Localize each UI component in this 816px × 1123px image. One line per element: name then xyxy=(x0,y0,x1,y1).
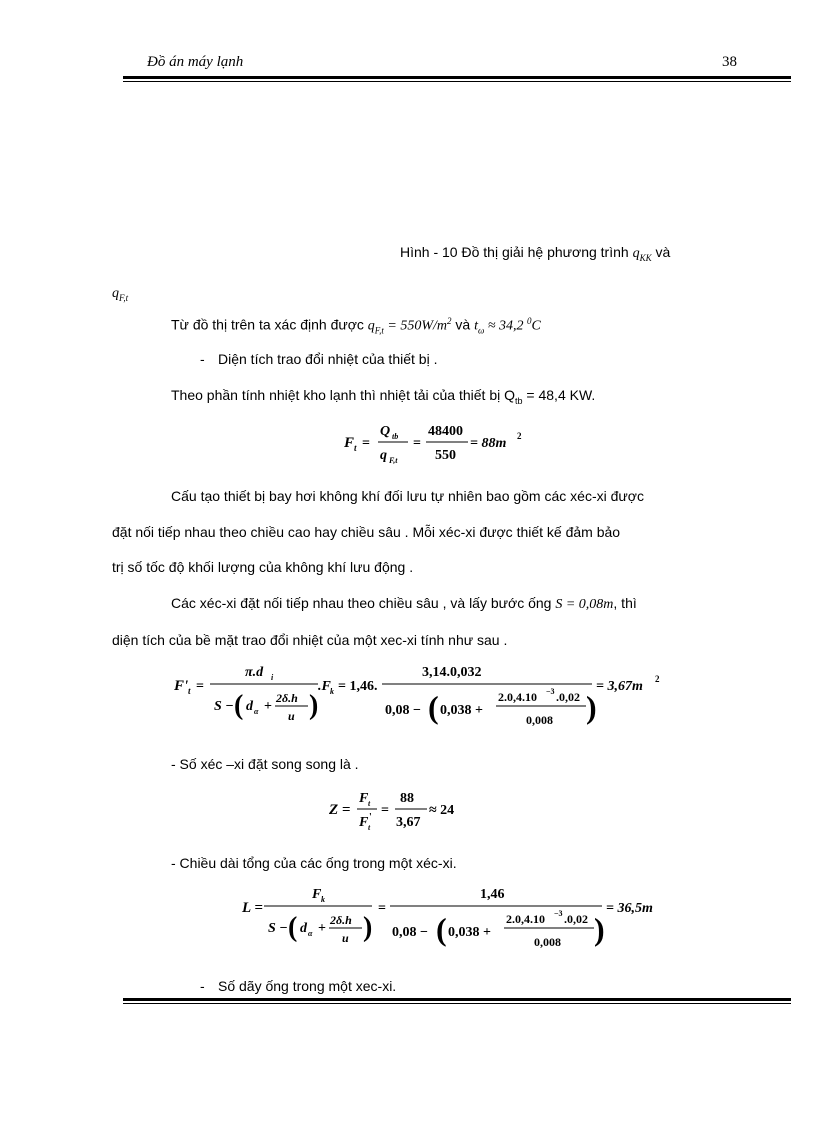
svg-text:i: i xyxy=(271,673,274,682)
svg-text:α: α xyxy=(254,707,259,716)
svg-text:.F: .F xyxy=(318,679,331,694)
svg-text:k: k xyxy=(330,687,334,696)
svg-text:0,08 −: 0,08 − xyxy=(385,703,421,718)
evaporator-paragraph-line1: Cấu tạo thiết bị bay hơi không khí đối lưu tự nhiên bao gồm các xéc-xi được xyxy=(171,488,644,504)
pitch-paragraph-line2: diện tích của bề mặt trao đổi nhiệt của một xec-xi tính như sau . xyxy=(112,632,508,648)
header-title: Đồ án máy lạnh xyxy=(147,54,244,70)
footer-rule-thick xyxy=(123,998,791,1001)
pitch-paragraph-line1: Các xéc-xi đặt nối tiếp nhau theo chiều sâu , và lấy bước ống S = 0,08m, thì xyxy=(171,595,637,612)
bullet-area-heading: Diện tích trao đổi nhiệt của thiết bị . xyxy=(218,351,438,367)
bullet-dash: - xyxy=(200,351,205,367)
equation-area-total xyxy=(340,415,540,467)
equation-tube-length xyxy=(240,880,680,962)
eq1-den1: q xyxy=(380,448,387,463)
svg-text:π.d: π.d xyxy=(245,665,264,680)
svg-text:F: F xyxy=(359,791,369,806)
svg-text:d: d xyxy=(300,921,307,936)
svg-text:2: 2 xyxy=(655,674,660,684)
svg-text:=: = xyxy=(362,436,370,451)
eq1-num2: 48400 xyxy=(428,424,463,439)
svg-text:3,67: 3,67 xyxy=(396,815,421,830)
svg-text:F: F xyxy=(359,815,369,830)
eq1-num1-sub: tb xyxy=(392,432,399,441)
header-rule-thin xyxy=(123,81,791,82)
svg-text:=: = xyxy=(378,901,386,916)
footer-rule-thin xyxy=(123,1003,791,1004)
svg-text:= 1,46.: = 1,46. xyxy=(338,679,378,694)
page-number: 38 xyxy=(722,54,737,70)
evaporator-paragraph-line3: trị số tốc độ khối lượng của không khí lưu động . xyxy=(112,559,414,575)
svg-text:F: F xyxy=(312,887,322,902)
svg-text:0,038 +: 0,038 + xyxy=(440,703,483,718)
figure-caption: Hình - 10 Đồ thị giải hệ phương trình $q_{KK}$ và xyxy=(400,244,671,263)
svg-text:t: t xyxy=(368,799,371,808)
svg-text:': ' xyxy=(369,812,372,823)
svg-text:): ) xyxy=(586,689,597,725)
evaporator-paragraph-line2: đặt nối tiếp nhau theo chiều cao hay chiều sâu . Mỗi xéc-xi được thiết kế đảm bảo xyxy=(112,524,621,540)
svg-text:): ) xyxy=(594,911,605,947)
svg-text:2δ.h: 2δ.h xyxy=(330,913,352,927)
svg-text:(: ( xyxy=(234,690,244,721)
svg-text:.0,02: .0,02 xyxy=(564,912,588,926)
svg-text:u: u xyxy=(288,709,295,723)
svg-text:3,14.0,032: 3,14.0,032 xyxy=(422,665,482,680)
svg-text:2.0,4.10: 2.0,4.10 xyxy=(498,690,537,704)
header-rule-thick xyxy=(123,76,791,79)
svg-text:Z =: Z = xyxy=(329,802,351,818)
eq1-lhs: F xyxy=(344,435,355,451)
svg-text:=: = xyxy=(196,679,204,694)
svg-text:−3: −3 xyxy=(554,909,563,918)
svg-text:t: t xyxy=(188,686,191,696)
svg-text:S −: S − xyxy=(214,699,234,714)
svg-text:−3: −3 xyxy=(546,687,555,696)
svg-text:(: ( xyxy=(436,911,447,947)
svg-text:+: + xyxy=(264,699,272,714)
eq1-num1: Q xyxy=(380,424,391,439)
svg-text:.0,02: .0,02 xyxy=(556,690,580,704)
tube-length-heading: - Chiều dài tổng của các ống trong một xéc-xi. xyxy=(171,855,457,871)
svg-text:0,008: 0,008 xyxy=(526,713,553,727)
equation-area-per-section xyxy=(170,654,670,736)
eq1-den2: 550 xyxy=(435,448,456,463)
eq1-lhs-sub: t xyxy=(354,443,357,453)
result-paragraph: Từ đồ thị trên ta xác định được $q_{F,t} = 550W/m^2$ và $t_\omega \approx 34,2$ $^0$C xyxy=(171,316,541,336)
svg-text:88: 88 xyxy=(400,791,414,806)
svg-text:2δ.h: 2δ.h xyxy=(276,691,298,705)
svg-text:0,08 −: 0,08 − xyxy=(392,925,428,940)
svg-text:+: + xyxy=(318,921,326,936)
svg-text:=: = xyxy=(413,436,421,451)
svg-text:(: ( xyxy=(428,689,439,725)
eq1-result-sup: 2 xyxy=(517,431,522,441)
figure-caption-continued: $q_{F,t}$ xyxy=(112,286,129,303)
svg-text:t: t xyxy=(368,823,371,832)
svg-text:α: α xyxy=(308,929,313,938)
eq1-result: = 88m xyxy=(470,436,507,451)
svg-text:0,008: 0,008 xyxy=(534,935,561,949)
svg-text:d: d xyxy=(246,699,253,714)
svg-text:F': F' xyxy=(174,678,189,694)
eq1-den1-sub: F,t xyxy=(389,456,398,465)
svg-text:k: k xyxy=(321,895,325,904)
equation-section-count xyxy=(325,784,465,836)
heat-load-paragraph: Theo phần tính nhiệt kho lạnh thì nhiệt tải của thiết bị $Q_{tb} = 48,4$ KW. xyxy=(171,387,596,406)
svg-text:2.0,4.10: 2.0,4.10 xyxy=(506,912,545,926)
svg-text:1,46: 1,46 xyxy=(480,887,505,902)
svg-text:≈ 24: ≈ 24 xyxy=(429,803,455,818)
svg-text:= 36,5m: = 36,5m xyxy=(606,901,653,916)
svg-text:(: ( xyxy=(288,912,298,943)
svg-text:=: = xyxy=(381,803,389,818)
svg-text:0,038 +: 0,038 + xyxy=(448,925,491,940)
svg-text:): ) xyxy=(309,690,319,721)
svg-text:S −: S − xyxy=(268,921,288,936)
svg-text:L =: L = xyxy=(242,900,263,916)
svg-text:u: u xyxy=(342,931,349,945)
svg-text:): ) xyxy=(363,912,373,943)
bullet-dash-rows: - xyxy=(200,978,205,994)
svg-text:= 3,67m: = 3,67m xyxy=(596,679,643,694)
tube-rows-heading: Số dãy ống trong một xec-xi. xyxy=(218,978,397,994)
parallel-sections-heading: - Số xéc –xi đặt song song là . xyxy=(171,756,359,772)
